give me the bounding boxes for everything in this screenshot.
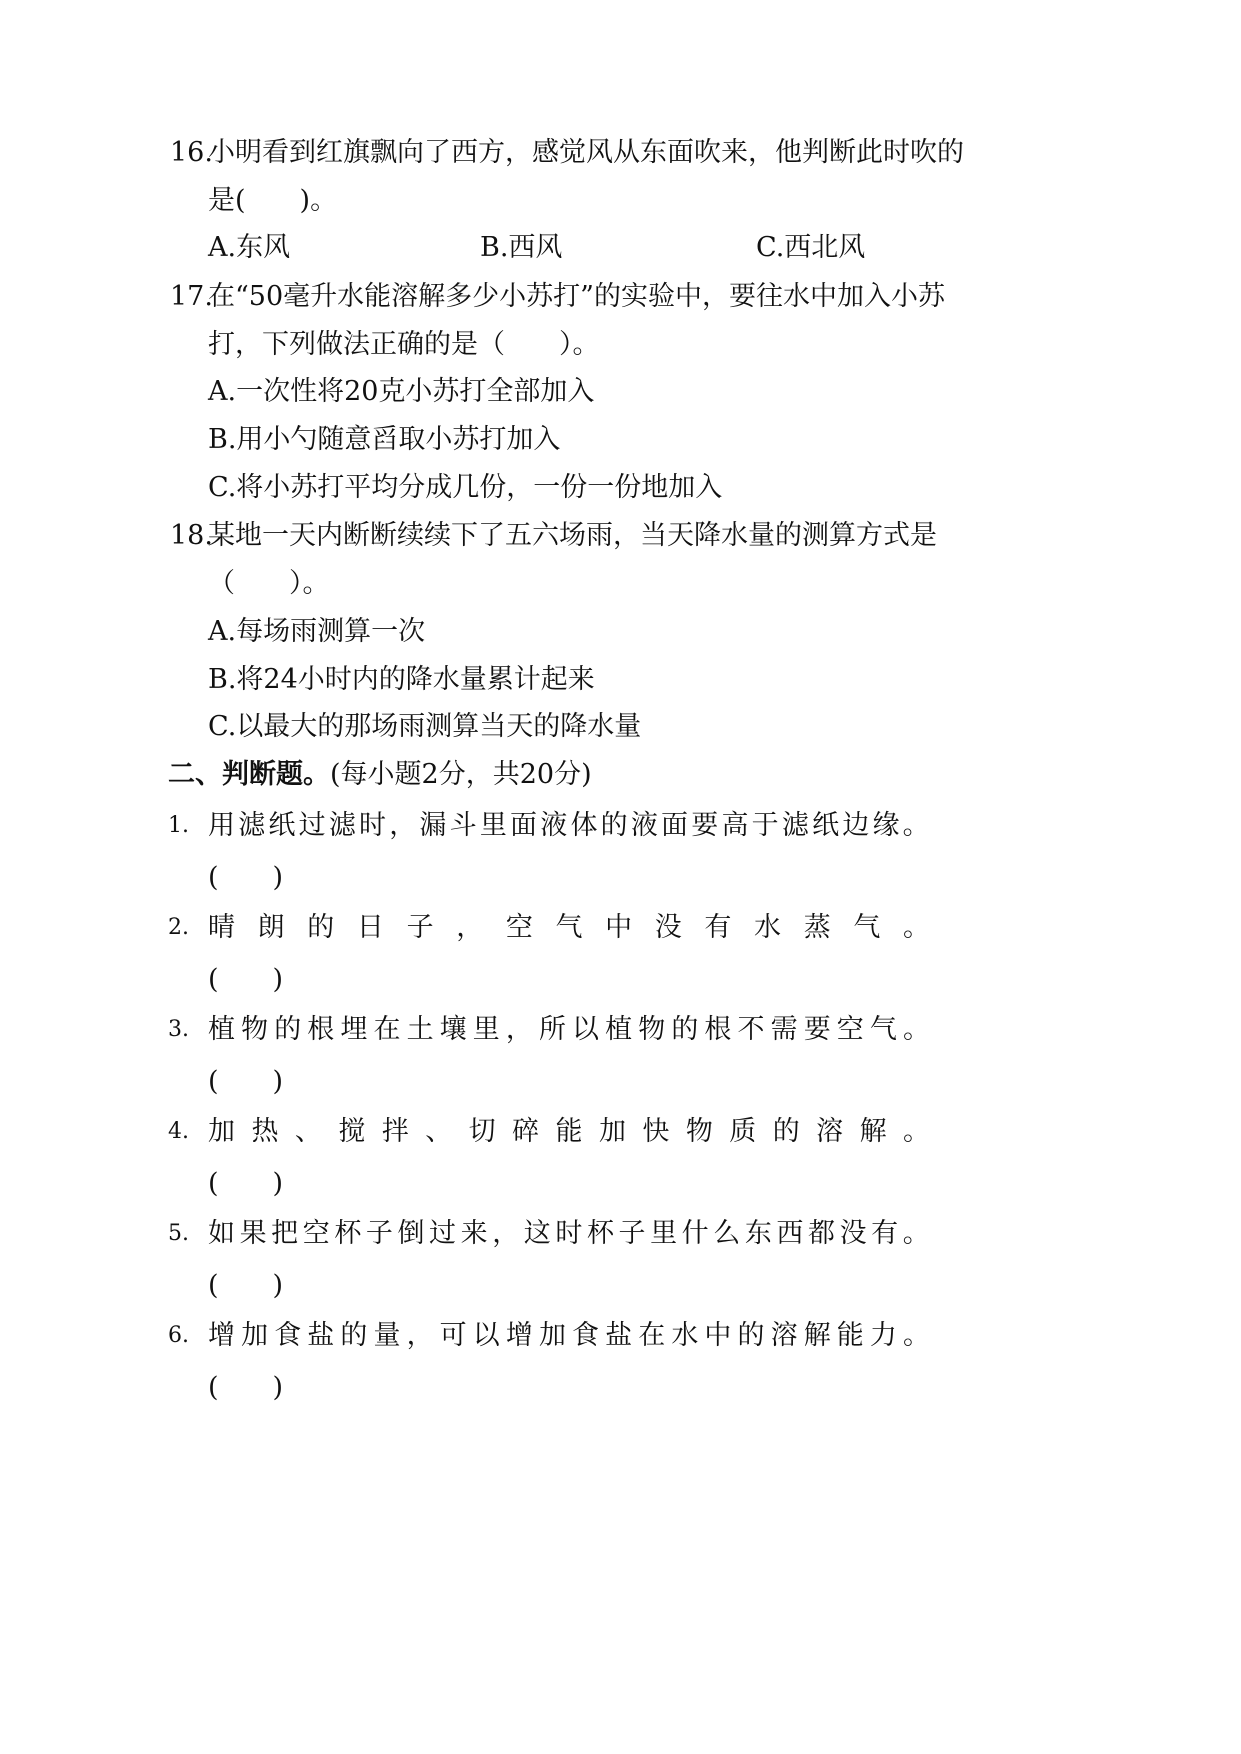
- tf-item-char: 热: [251, 1116, 279, 1147]
- q16-options: [208, 228, 948, 268]
- tf-item-char: 蒸: [803, 912, 831, 943]
- q16-option-a: A.东风: [208, 232, 291, 263]
- q17-text-line2: 打，下列做法正确的是（ ）。: [208, 329, 600, 360]
- tf-item-char: 晴: [208, 912, 235, 943]
- tf-item-number: 2.: [168, 915, 189, 940]
- tf-item-char: 西: [776, 1218, 804, 1249]
- answer-blank[interactable]: ( ): [208, 964, 284, 995]
- tf-item-char: 倒: [397, 1218, 425, 1249]
- tf-item-char: 用: [208, 810, 235, 841]
- answer-blank[interactable]: ( ): [208, 862, 284, 893]
- tf-item-char: 、: [294, 1116, 322, 1147]
- tf-item-char: 水: [754, 912, 782, 943]
- tf-item-statement: [208, 1112, 930, 1152]
- tf-item-char: 解: [803, 1320, 831, 1351]
- tf-item-char: 里: [472, 1014, 500, 1045]
- tf-item-char: 拌: [381, 1116, 409, 1147]
- tf-item-char: 这: [523, 1218, 551, 1249]
- tf-item-char: 边: [842, 810, 870, 841]
- tf-item-char: 切: [468, 1116, 496, 1147]
- tf-item-char: 果: [239, 1218, 267, 1249]
- answer-blank[interactable]: ( ): [208, 1270, 284, 1301]
- tf-item-number: 3.: [168, 1017, 189, 1042]
- q18-text-line2: （ ）。: [208, 568, 330, 599]
- q16-text-line1: 小明看到红旗飘向了西方，感觉风从东面吹来，他判断此时吹的: [208, 137, 964, 168]
- tf-item-char: 空: [505, 912, 533, 943]
- tf-item-char: 过: [429, 1218, 457, 1249]
- tf-item-char: 的: [600, 810, 628, 841]
- tf-item-char: 要: [691, 810, 719, 841]
- tf-item-char: 朗: [257, 912, 285, 943]
- tf-item-char: 高: [721, 810, 749, 841]
- tf-item-number: 4.: [168, 1119, 189, 1144]
- tf-item-char: 埋: [340, 1014, 368, 1045]
- tf-item-char: 有: [871, 1218, 899, 1249]
- tf-item-char: 食: [274, 1320, 302, 1351]
- tf-item-char: ，: [505, 1014, 533, 1045]
- tf-item-char: 以: [572, 1014, 600, 1045]
- tf-item-char: 物: [241, 1014, 269, 1045]
- tf-item-char: 在: [638, 1320, 666, 1351]
- tf-item-char: 面: [661, 810, 689, 841]
- tf-item-char: 加: [538, 1320, 566, 1351]
- tf-item-char: 子: [618, 1218, 646, 1249]
- tf-item-char: 面: [510, 810, 538, 841]
- tf-item-char: 溶: [816, 1116, 844, 1147]
- q16-number: 16.: [170, 137, 213, 168]
- q17-option-b: B.用小勺随意舀取小苏打加入: [208, 424, 561, 455]
- tf-item-char: 滤: [328, 810, 356, 841]
- answer-blank[interactable]: ( ): [208, 1168, 284, 1199]
- tf-item-char: 盐: [307, 1320, 335, 1351]
- tf-item-char: 的: [340, 1320, 368, 1351]
- tf-item-char: 液: [540, 810, 568, 841]
- q16-text-line2: 是( )。: [208, 185, 338, 216]
- tf-item-char: 解: [859, 1116, 887, 1147]
- tf-item-char: ，: [389, 810, 417, 841]
- tf-item-char: 。: [903, 1116, 930, 1147]
- tf-item-char: 量: [373, 1320, 401, 1351]
- tf-item-char: ，: [456, 912, 484, 943]
- tf-item-char: 的: [671, 1014, 699, 1045]
- q17-number: 17.: [170, 281, 213, 312]
- q16-option-b: B.西风: [480, 232, 563, 263]
- tf-item-char: 中: [605, 912, 633, 943]
- tf-item-char: 加: [241, 1320, 269, 1351]
- tf-item-char: 气: [869, 1014, 897, 1045]
- tf-item-char: 溶: [770, 1320, 798, 1351]
- q18-option-b: B.将24小时内的降水量累计起来: [208, 664, 595, 695]
- tf-item-char: 所: [538, 1014, 566, 1045]
- tf-item-char: 可: [439, 1320, 467, 1351]
- tf-item-char: 如: [208, 1218, 235, 1249]
- tf-item-char: 空: [302, 1218, 330, 1249]
- tf-item-char: 过: [298, 810, 326, 841]
- tf-item-char: 。: [902, 912, 930, 943]
- tf-item-char: 没: [654, 912, 682, 943]
- q18-number: 18.: [170, 520, 213, 551]
- tf-item-char: 纸: [812, 810, 840, 841]
- q18-option-a: A.每场雨测算一次: [208, 616, 426, 647]
- tf-item-char: 以: [472, 1320, 500, 1351]
- tf-item-char: 空: [836, 1014, 864, 1045]
- tf-item-char: ，: [406, 1320, 434, 1351]
- tf-item-statement: [208, 806, 930, 846]
- tf-item-char: 漏: [419, 810, 447, 841]
- tf-item-char: 物: [638, 1014, 666, 1045]
- tf-item-char: 里: [479, 810, 507, 841]
- tf-item-char: 体: [570, 810, 598, 841]
- q17-option-c: C.将小苏打平均分成几份，一份一份地加入: [208, 472, 723, 503]
- tf-item-char: 液: [630, 810, 658, 841]
- q18-option-c: C.以最大的那场雨测算当天的降水量: [208, 711, 642, 742]
- tf-item-char: 。: [902, 1014, 930, 1045]
- tf-item-number: 5.: [168, 1221, 189, 1246]
- tf-item-char: 。: [902, 1218, 930, 1249]
- tf-item-char: 滤: [238, 810, 266, 841]
- tf-item-char: 么: [713, 1218, 741, 1249]
- tf-item-char: 质: [729, 1116, 757, 1147]
- tf-item-char: 碎: [512, 1116, 540, 1147]
- tf-item-statement: [208, 1010, 930, 1050]
- tf-item-statement: [208, 1316, 930, 1356]
- tf-item-char: 滤: [781, 810, 809, 841]
- section2-heading: [168, 755, 592, 795]
- tf-item-char: 食: [572, 1320, 600, 1351]
- tf-item-char: 中: [704, 1320, 732, 1351]
- answer-blank[interactable]: ( ): [208, 1372, 284, 1403]
- tf-item-char: 水: [671, 1320, 699, 1351]
- tf-item-char: 根: [704, 1014, 732, 1045]
- tf-item-char: 、: [425, 1116, 453, 1147]
- tf-item-char: 盐: [605, 1320, 633, 1351]
- tf-item-char: 没: [839, 1218, 867, 1249]
- tf-item-char: 需: [770, 1014, 798, 1045]
- tf-item-char: 时: [555, 1218, 583, 1249]
- tf-item-char: 不: [737, 1014, 765, 1045]
- section2-title: 二、判断题。: [168, 759, 330, 790]
- tf-item-char: 增: [505, 1320, 533, 1351]
- tf-item-char: 把: [271, 1218, 299, 1249]
- tf-item-number: 1.: [168, 813, 189, 838]
- tf-item-char: 的: [274, 1014, 302, 1045]
- tf-item-char: 植: [208, 1014, 235, 1045]
- tf-item-char: 气: [853, 912, 881, 943]
- tf-item-char: 加: [598, 1116, 626, 1147]
- tf-item-char: 东: [744, 1218, 772, 1249]
- tf-item-char: 快: [642, 1116, 670, 1147]
- tf-item-char: 搅: [338, 1116, 366, 1147]
- q16-option-c: C.西北风: [756, 232, 866, 263]
- tf-item-char: 根: [307, 1014, 335, 1045]
- tf-item-char: 物: [685, 1116, 713, 1147]
- tf-item-char: 壤: [439, 1014, 467, 1045]
- tf-item-statement: [208, 908, 930, 948]
- tf-item-char: 来: [460, 1218, 488, 1249]
- tf-item-char: 植: [605, 1014, 633, 1045]
- tf-item-char: 力: [869, 1320, 897, 1351]
- tf-item-char: 的: [772, 1116, 800, 1147]
- tf-item-char: 纸: [268, 810, 296, 841]
- tf-item-statement: [208, 1214, 930, 1254]
- tf-item-char: 里: [650, 1218, 678, 1249]
- tf-item-char: 。: [902, 810, 930, 841]
- tf-item-char: 子: [365, 1218, 393, 1249]
- tf-item-char: 的: [307, 912, 335, 943]
- answer-blank[interactable]: ( ): [208, 1066, 284, 1097]
- tf-item-char: 什: [681, 1218, 709, 1249]
- tf-item-char: 时: [359, 810, 387, 841]
- tf-item-char: 能: [555, 1116, 583, 1147]
- tf-item-char: 子: [406, 912, 434, 943]
- section2-note: (每小题2分，共20分): [330, 759, 592, 790]
- tf-item-char: 气: [555, 912, 583, 943]
- q17-option-a: A.一次性将20克小苏打全部加入: [208, 376, 595, 407]
- tf-item-char: 有: [704, 912, 732, 943]
- tf-item-char: 加: [208, 1116, 235, 1147]
- tf-item-char: 于: [751, 810, 779, 841]
- tf-item-char: 日: [356, 912, 384, 943]
- tf-item-char: 要: [803, 1014, 831, 1045]
- tf-item-char: 斗: [449, 810, 477, 841]
- q18-text-line1: 某地一天内断断续续下了五六场雨，当天降水量的测算方式是: [208, 520, 937, 551]
- tf-item-char: 能: [836, 1320, 864, 1351]
- tf-item-char: 缘: [872, 810, 900, 841]
- tf-item-char: 。: [902, 1320, 930, 1351]
- tf-item-char: 杯: [334, 1218, 362, 1249]
- tf-item-number: 6.: [168, 1323, 189, 1348]
- q17-text-line1: 在“50毫升水能溶解多少小苏打”的实验中，要往水中加入小苏: [208, 281, 945, 312]
- tf-item-char: 增: [208, 1320, 235, 1351]
- tf-item-char: 的: [737, 1320, 765, 1351]
- tf-item-char: 杯: [586, 1218, 614, 1249]
- tf-item-char: 在: [373, 1014, 401, 1045]
- tf-item-char: 土: [406, 1014, 434, 1045]
- tf-item-char: 都: [807, 1218, 835, 1249]
- tf-item-char: ，: [492, 1218, 520, 1249]
